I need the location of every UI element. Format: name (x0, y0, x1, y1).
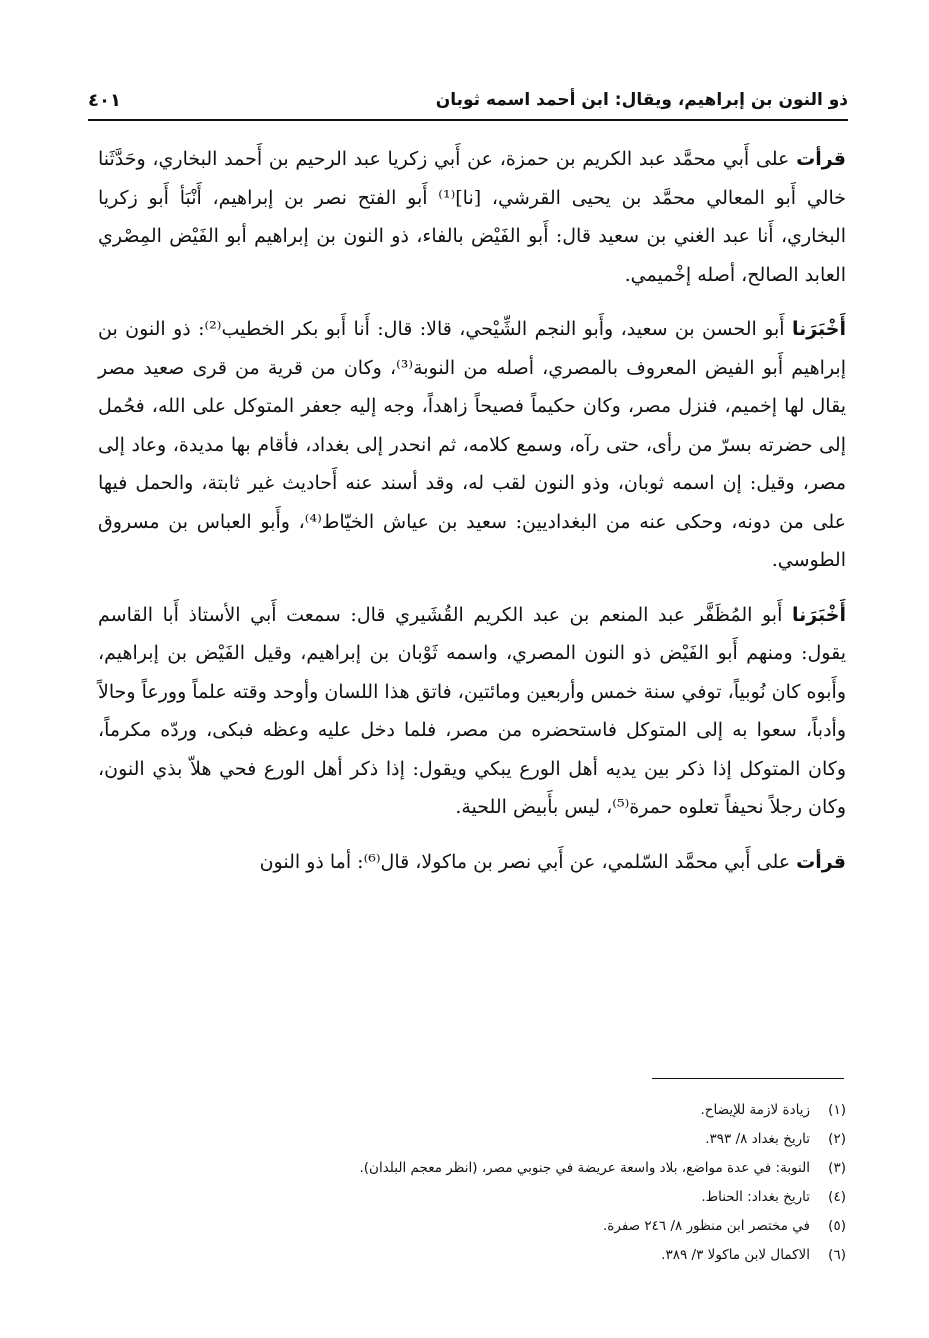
footnote (150, 1212, 846, 1241)
footnote (150, 1125, 846, 1154)
footnote-text: الاكمال لابن ماكولا ٣/ ٣٨٩. (661, 1247, 810, 1263)
page-header (88, 82, 848, 118)
footnote (150, 1154, 846, 1183)
paragraph-text: على أَبي محمَّد السّلمي، عن أَبي نصر بن ماكولا، قال⁽⁶⁾: أما ذو النون (259, 850, 797, 873)
footnote-text: النوبة: في عدة مواضع، بلاد واسعة عريضة في جنوبي مصر، (انظر معجم البلدان). (359, 1160, 810, 1176)
footnote-number: (٦) (828, 1247, 846, 1263)
paragraph-text: أَبو المُظَفَّر عبد المنعم بن عبد الكريم القُشَيري قال: سمعت أَبي الأستاذ أَبا القاسم يقول: ومنهم أَبو الفَيْض ذو النون المصري، واسمه ثَوْبان بن إبراهيم، وقيل الفَيْض بن إبراهيم، وأَبوه كان نُوبياً، توفي سنة خمس وأربعين ومائتين، فاتق هذا اللسان وأوحد وقته علماً وورعاً وحالاً وأدباً، سعوا به إلى المتوكل فاستحضره من مصر، فلما دخل عليه وعظه فبكى، وردّه مكرماً، وكان المتوكل إذا ذكر بين يديه أهل الورع يبكي ويقول: إذا ذكر أهل الورع فحي هلاّ بذي النون، وكان رجلاً نحيفاً تعلوه حمرة⁽⁵⁾، ليس بأَبيض اللحية. (98, 603, 846, 818)
footnote (150, 1183, 846, 1212)
footnotes (150, 1096, 846, 1270)
paragraph (98, 310, 846, 580)
paragraph-text: على أَبي محمَّد عبد الكريم بن حمزة، عن أَبي زكريا عبد الرحيم بن أَحمد البخاري، وحَدَّثَنا خالي أَبو المعالي محمَّد بن يحيى القرشي، [نا]⁽¹⁾ أَبو الفتح نصر بن إبراهيم، أَنْبَأ أَبو زكريا البخاري، أَنا عبد الغني بن سعيد قال: أَبو الفَيْض بالفاء، ذو النون بن إبراهيم أبو الفَيْض المِصْري العابد الصالح، أصله إخْميمي. (98, 148, 846, 286)
paragraph (98, 596, 846, 827)
paragraph-lead-word: أَخْبَرَنا (791, 603, 846, 626)
paragraph-lead-word: قرأت (796, 148, 846, 170)
footnote-number: (٣) (828, 1160, 846, 1176)
footnote-number: (٤) (828, 1189, 846, 1205)
header-rule (88, 119, 848, 121)
footnote-text: تاريخ بغداد: الحناط. (701, 1189, 810, 1205)
footnote-text: تاريخ بغداد ٨/ ٣٩٣. (705, 1131, 810, 1147)
paragraph (98, 140, 846, 294)
footnote-number: (٥) (828, 1218, 846, 1234)
footnote-rule (652, 1078, 844, 1079)
footnote-number: (١) (828, 1102, 846, 1118)
main-text (98, 140, 846, 897)
footnote (150, 1241, 846, 1270)
footnote-text: في مختصر ابن منظور ٨/ ٢٤٦ صفرة. (603, 1218, 810, 1234)
running-title: ذو النون بن إبراهيم، ويقال: ابن أحمد اسمه ثوبان (435, 90, 848, 110)
paragraph-text: أَبو الحسن بن سعيد، وأَبو النجم الشِّيْحي، قالا: قال: أَنا أَبو بكر الخطيب⁽²⁾: ذو النون بن إبراهيم أَبو الفيض المعروف بالمصري، أصله من النوبة⁽³⁾، وكان من قرية من قرى صعيد مصر يقال لها إخميم، فنزل مصر، وكان حكيماً فصيحاً زاهداً، وجه إليه جعفر المتوكل على الله، فحُمل إلى حضرته بسرّ من رأى، حتى رآه، وسمع كلامه، ثم انحدر إلى بغداد، فأقام بها مديدة، وعاد إلى مصر، وقيل: إن اسمه ثوبان، وذو النون لقب له، وقد أسند عنه أَحاديث غير ثابتة، والحمل فيها على من دونه، وحكى عنه من البغداديين: سعيد بن عياش الخيّاط⁽⁴⁾، وأَبو العباس بن مسروق الطوسي. (98, 318, 846, 571)
paragraph-lead-word: أَخْبَرَنا (791, 318, 846, 340)
footnote (150, 1096, 846, 1125)
paragraph (98, 843, 846, 882)
footnote-number: (٢) (828, 1131, 846, 1147)
page-number: ٤٠١ (88, 89, 121, 111)
footnote-text: زيادة لازمة للإيضاح. (700, 1102, 810, 1118)
paragraph-lead-word: قرأت (796, 850, 846, 873)
